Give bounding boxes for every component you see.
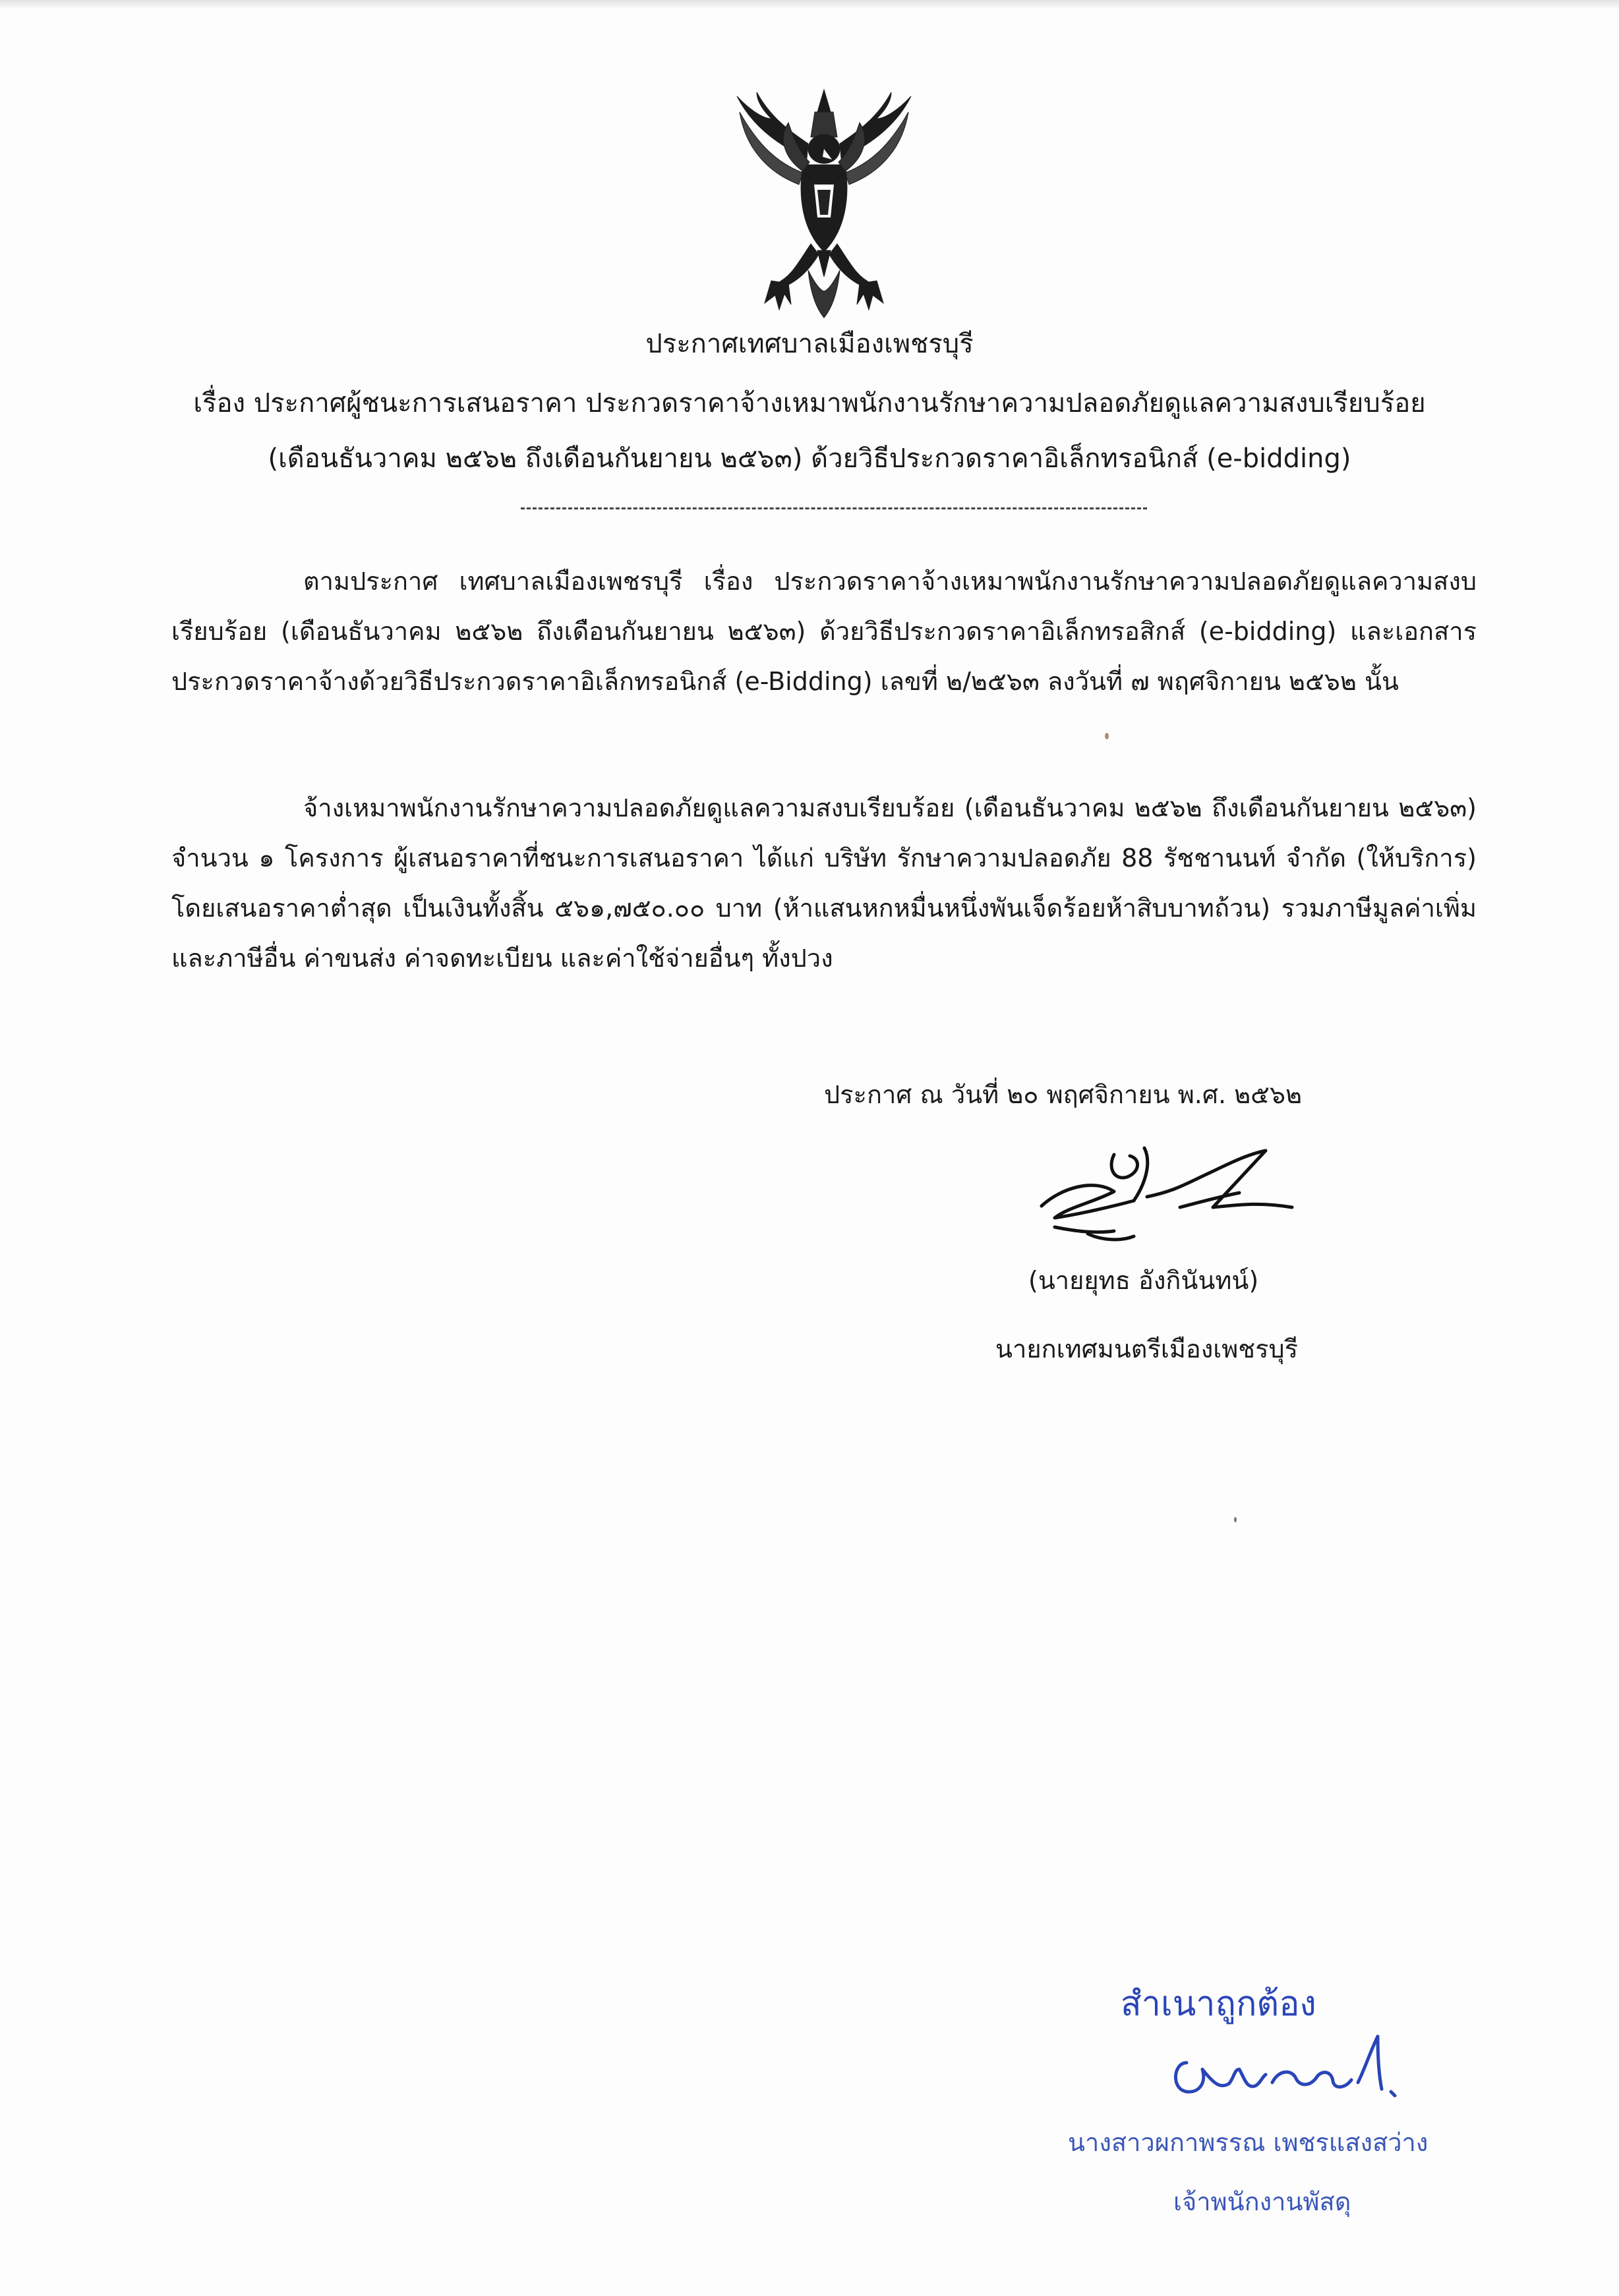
garuda-emblem-icon	[725, 86, 923, 323]
mayor-signature	[1015, 1128, 1358, 1253]
announcement-date: ประกาศ ณ วันที่ ๒๐ พฤศจิกายน พ.ศ. ๒๕๖๒	[824, 1080, 1303, 1109]
certifier-signature	[1160, 2023, 1437, 2109]
certified-copy-label: สำเนาถูกต้อง	[1121, 1984, 1316, 2024]
certifier-name: นางสาวผกาพรรณ เพชรแสงสว่าง	[1068, 2128, 1428, 2157]
body-paragraph-1: ตามประกาศ เทศบาลเมืองเพชรบุรี เรื่อง ประกวดราคาจ้างเหมาพนักงานรักษาความปลอดภัยดูแลความสงบเรียบร้อย (เดือนธันวาคม ๒๕๖๒ ถึงเดือนกันยายน ๒๕๖๓) ด้วยวิธีประกวดราคาอิเล็กทรอสิกส์ (e-bidding) และเอกสารประกวดราคาจ้างด้วยวิธีประกวดราคาอิเล็กทรอนิกส์ (e-Bidding) เลขที่ ๒/๒๕๖๓ ลงวันที่ ๗ พฤศจิกายน ๒๕๖๒ นั้น	[171, 567, 1477, 696]
signer-title: นายกเทศมนตรีเมืองเพชรบุรี	[995, 1335, 1299, 1363]
scan-speck	[1234, 1517, 1237, 1522]
separator-rule	[521, 507, 1147, 509]
scan-speck	[1105, 733, 1109, 739]
signer-name: (นายยุทธ อังกินันทน์)	[1028, 1266, 1259, 1295]
subject-line-2: (เดือนธันวาคม ๒๕๖๒ ถึงเดือนกันยายน ๒๕๖๓) ด้วยวิธีประกวดราคาอิเล็กทรอนิกส์ (e-bidding)	[268, 444, 1351, 474]
subject-line-1: เรื่อง ประกาศผู้ชนะการเสนอราคา ประกวดราคาจ้างเหมาพนักงานรักษาความปลอดภัยดูแลความสงบเรียบร้อย	[193, 388, 1426, 418]
scan-edge-shadow	[0, 0, 1619, 9]
certifier-role: เจ้าพนักงานพัสดุ	[1173, 2187, 1351, 2216]
body-paragraph-2: จ้างเหมาพนักงานรักษาความปลอดภัยดูแลความสงบเรียบร้อย (เดือนธันวาคม ๒๕๖๒ ถึงเดือนกันยายน ๒๕๖๓) จำนวน ๑ โครงการ ผู้เสนอราคาที่ชนะการเสนอราคา ได้แก่ บริษัท รักษาความปลอดภัย 88 รัชชานนท์ จำกัด (ให้บริการ) โดยเสนอราคาต่ำสุด เป็นเงินทั้งสิ้น ๕๖๑,๗๕๐.๐๐ บาท (ห้าแสนหกหมื่นหนึ่งพันเจ็ดร้อยห้าสิบบาทถ้วน) รวมภาษีมูลค่าเพิ่มและภาษีอื่น ค่าขนส่ง ค่าจดทะเบียน และค่าใช้จ่ายอื่นๆ ทั้งปวง	[171, 793, 1477, 973]
document-title: ประกาศเทศบาลเมืองเพชรบุรี	[645, 329, 974, 359]
